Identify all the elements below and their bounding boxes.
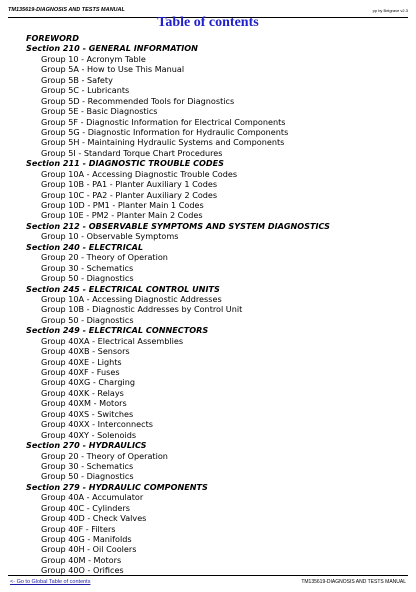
toc-group-link[interactable]: Group 40XX - Interconnects: [41, 419, 153, 430]
toc-group-link[interactable]: Group 10A - Accessing Diagnostic Trouble Codes: [41, 168, 238, 179]
toc-group-link[interactable]: Group 40XK - Relays: [41, 387, 124, 398]
header-doc-title: TM135619-DIAGNOSIS AND TESTS MANUAL: [8, 7, 125, 13]
toc-group-link[interactable]: Group 50 - Diagnostics: [41, 273, 134, 284]
toc-section-link[interactable]: FOREWORD: [26, 33, 79, 43]
toc-group-link[interactable]: Group 40C - Cylinders: [41, 502, 130, 513]
toc-section-link[interactable]: Section 279 - HYDRAULIC COMPONENTS: [26, 481, 208, 492]
toc-group-link[interactable]: Group 40XA - Electrical Assemblies: [41, 335, 184, 346]
toc-group-link[interactable]: Group 50 - Diagnostics: [41, 471, 134, 482]
toc-group-link[interactable]: Group 10E - PM2 - Planter Main 2 Codes: [41, 210, 203, 221]
toc-title: Table of contents: [157, 15, 259, 30]
toc-group-link[interactable]: Group 20 - Theory of Operation: [41, 450, 168, 461]
toc-group-link[interactable]: Group 10 - Observable Symptoms: [41, 231, 179, 242]
header-brand: pp by Belgrave v2.3: [372, 8, 408, 13]
toc-group-link[interactable]: Group 10A - Accessing Diagnostic Addresses: [41, 293, 222, 304]
toc-group-link[interactable]: Group 40XY - Solenoids: [41, 429, 137, 440]
toc-group-link[interactable]: Group 40F - Filters: [41, 523, 116, 534]
toc-group-link[interactable]: Group 40G - Manifolds: [41, 534, 132, 544]
toc-group-link[interactable]: Group 40M - Motors: [41, 554, 122, 565]
toc-section-link[interactable]: Section 270 - HYDRAULICS: [26, 440, 147, 451]
toc-group-link[interactable]: Group 5A - How to Use This Manual: [41, 64, 185, 75]
toc-list: [26, 33, 406, 576]
toc-group-link[interactable]: Group 40XE - Lights: [41, 356, 122, 367]
toc-group-link[interactable]: Group 5D - Recommended Tools for Diagnostics: [41, 95, 235, 106]
toc-group-link[interactable]: Group 10 - Acronym Table: [41, 53, 146, 64]
toc-section-link[interactable]: Section 249 - ELECTRICAL CONNECTORS: [26, 325, 209, 336]
toc-group-link[interactable]: Group 30 - Schematics: [41, 460, 134, 471]
toc-group-link[interactable]: Group 40XM - Motors: [41, 398, 127, 409]
toc-section-link[interactable]: Section 245 - ELECTRICAL CONTROL UNITS: [26, 283, 220, 294]
toc-group-link[interactable]: Group 50 - Diagnostics: [41, 314, 134, 325]
toc-group-link[interactable]: Group 10B - Diagnostic Addresses by Control Unit: [41, 304, 243, 315]
page-footer: [8, 575, 408, 588]
toc-group-link[interactable]: Group 5G - Diagnostic Information for Hydraulic Components: [41, 126, 289, 137]
toc-group-link[interactable]: Group 5B - Safety: [41, 74, 113, 85]
toc-group-link[interactable]: Group 5F - Diagnostic Information for Electrical Components: [41, 116, 286, 127]
toc-group-link[interactable]: Group 5H - Maintaining Hydraulic Systems and Components: [41, 137, 285, 148]
global-toc-link[interactable]: <- Go to Global Table of contents: [10, 579, 91, 585]
toc-group-link[interactable]: Group 10C - PA2 - Planter Auxiliary 2 Codes: [41, 189, 218, 200]
toc-group-link[interactable]: Group 5I - Standard Torque Chart Procedures: [41, 147, 223, 158]
toc-group-link[interactable]: Group 30 - Schematics: [41, 262, 134, 273]
toc-group-link[interactable]: Group 40D - Check Valves: [41, 513, 147, 524]
footer-doc-title: TM135619-DIAGNOSIS AND TESTS MANUAL: [301, 579, 406, 585]
toc-section-link[interactable]: Section 210 - GENERAL INFORMATION: [26, 43, 198, 54]
toc-group-link[interactable]: Group 40A - Accumulator: [41, 492, 144, 503]
toc-group-link[interactable]: Group 5C - Lubricants: [41, 85, 130, 96]
toc-section-link[interactable]: Section 211 - DIAGNOSTIC TROUBLE CODES: [26, 158, 224, 169]
toc-group-link[interactable]: Group 5E - Basic Diagnostics: [41, 106, 158, 117]
toc-group-link[interactable]: Group 10B - PA1 - Planter Auxiliary 1 Codes: [41, 179, 218, 190]
toc-group-link[interactable]: Group 40XG - Charging: [41, 377, 135, 388]
toc-group-link[interactable]: Group 20 - Theory of Operation: [41, 252, 168, 263]
toc-section-link[interactable]: Section 240 - ELECTRICAL: [26, 241, 144, 252]
toc-group-link[interactable]: Group 10D - PM1 - Planter Main 1 Codes: [41, 200, 204, 210]
toc-group-link[interactable]: Group 40H - Oil Coolers: [41, 544, 137, 555]
toc-section-link[interactable]: Section 212 - OBSERVABLE SYMPTOMS AND SYSTEM DIAGNOSTICS: [26, 220, 331, 231]
toc-group-link[interactable]: Group 40O - Orifices: [41, 565, 124, 576]
toc-group-link[interactable]: Group 40XS - Switches: [41, 408, 134, 419]
toc-group-link[interactable]: Group 40XB - Sensors: [41, 346, 130, 357]
toc-group-link[interactable]: Group 40XF - Fuses: [41, 367, 120, 377]
